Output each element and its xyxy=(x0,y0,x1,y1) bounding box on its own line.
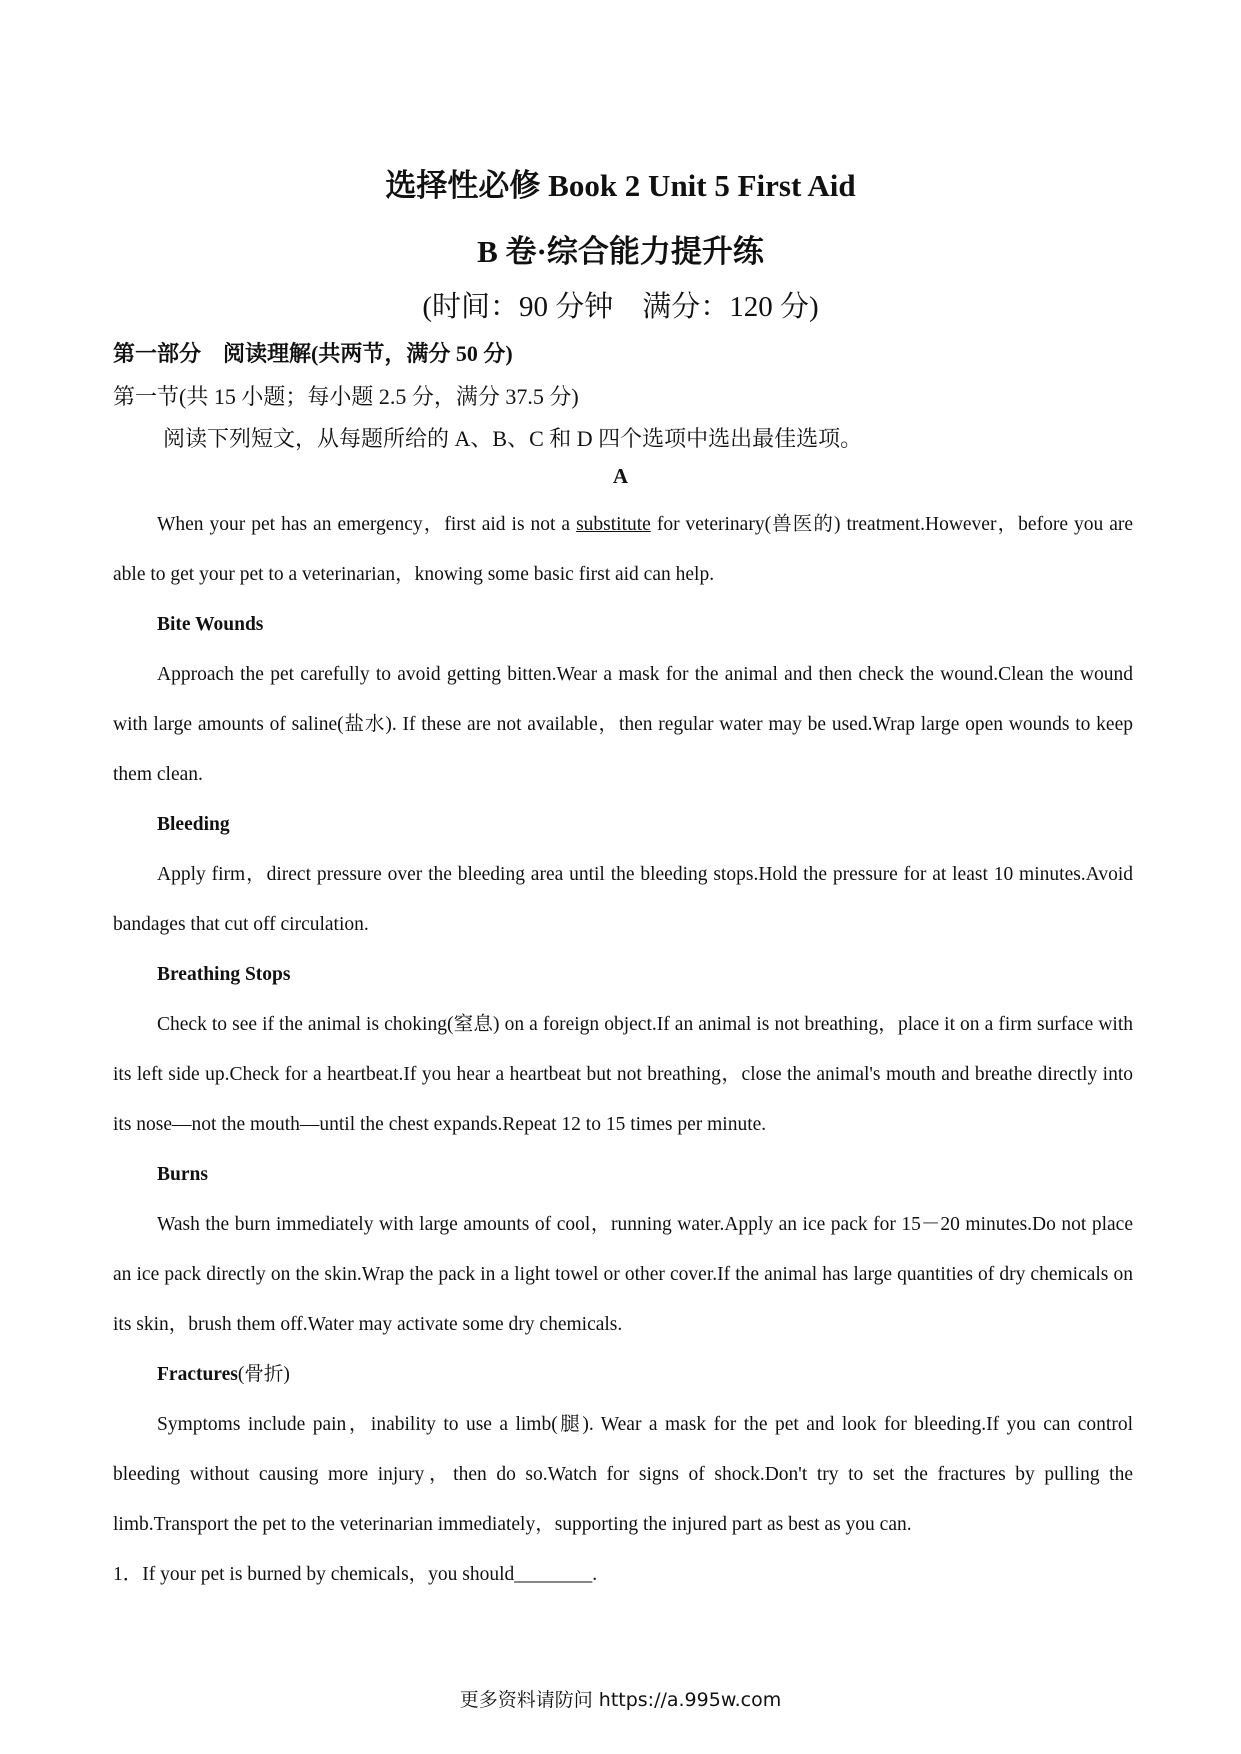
intro-paragraph: When your pet has an emergency，first aid is not a substitute for veterinary(兽医的) treatment.However，before you are able to get your pet to a veterinarian，knowing some basic first aid can help. xyxy=(113,514,1133,585)
doc-title: 选择性必修 Book 2 Unit 5 First Aid xyxy=(385,168,856,203)
footer-link-text: 更多资料请防问 https://a.995w.com xyxy=(459,1689,782,1711)
section-heading: 第一节(共 15 小题；每小题 2.5 分，满分 37.5 分) xyxy=(113,384,579,409)
underlined-word: substitute xyxy=(576,514,651,535)
section-heading-fractures: Fractures(骨折) xyxy=(157,1364,290,1385)
section-text-fractures: Symptoms include pain，inability to use a limb(腿). Wear a mask for the pet and look for bleeding.If you can control bleeding without causing more injury，then do so.Watch for signs of shock.Don't try to set the fractures by pulling the limb.Transport the pet to the veterinarian immediately，supporting the injured part as best as you can. xyxy=(113,1414,1133,1535)
instruction: 阅读下列短文，从每题所给的 A、B、C 和 D 四个选项中选出最佳选项。 xyxy=(163,426,863,451)
section-heading-burns: Burns xyxy=(157,1164,208,1185)
section-text-breathing-stops: Check to see if the animal is choking(窒息) on a foreign object.If an animal is not breathing，place it on a firm surface with its left side up.Check for a heartbeat.If you hear a heartbeat but not breathing，close the animal's mouth and breathe directly into its nose—not the mouth—until the chest expands.Repeat 12 to 15 times per minute. xyxy=(113,1014,1133,1135)
section-heading-breathing-stops: Breathing Stops xyxy=(157,964,291,985)
section-heading-bleeding: Bleeding xyxy=(157,814,230,835)
section-text-bite-wounds: Approach the pet carefully to avoid getting bitten.Wear a mask for the animal and then check the wound.Clean the wound with large amounts of saline(盐水). If these are not available，then regular water may be used.Wrap large open wounds to keep them clean. xyxy=(113,664,1133,785)
section-heading-bite-wounds: Bite Wounds xyxy=(157,614,264,635)
section-text-burns: Wash the burn immediately with large amounts of cool，running water.Apply an ice pack for 15－20 minutes.Do not place an ice pack directly on the skin.Wrap the pack in a light towel or other cover.If the animal has large quantities of dry chemicals on its skin，brush them off.Water may activate some dry chemicals. xyxy=(113,1214,1133,1335)
part-heading: 第一部分 阅读理解(共两节，满分 50 分) xyxy=(113,341,513,366)
doc-subtitle: B 卷·综合能力提升练 xyxy=(477,234,764,269)
passage-body xyxy=(113,500,1133,1600)
passage-letter: A xyxy=(612,464,629,488)
question-1: 1．If your pet is burned by chemicals，you should________. xyxy=(113,1564,598,1585)
section-text-bleeding: Apply firm，direct pressure over the bleeding area until the bleeding stops.Hold the pressure for at least 10 minutes.Avoid bandages that cut off circulation. xyxy=(113,864,1133,935)
time-info: (时间：90 分钟 满分：120 分) xyxy=(422,291,819,323)
